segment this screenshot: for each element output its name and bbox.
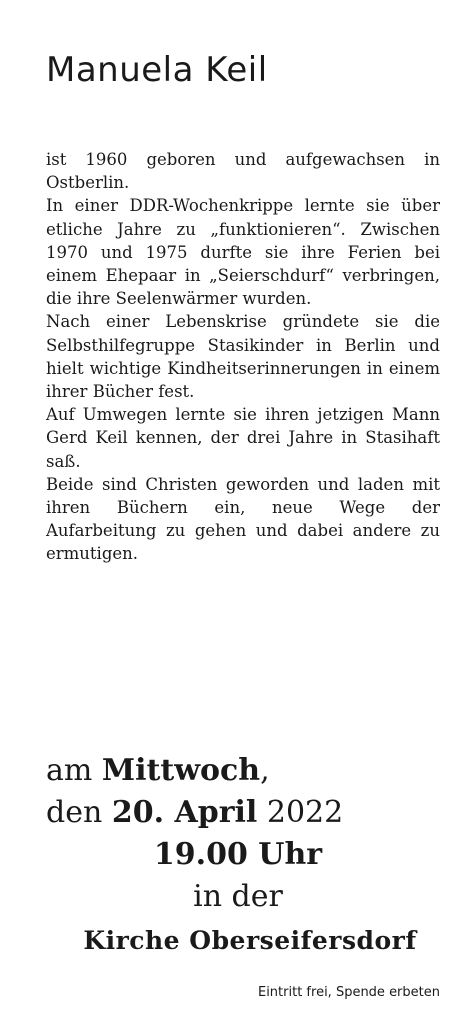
event-in-der: in der	[193, 879, 283, 914]
event-year: 2022	[257, 795, 344, 830]
weekday-comma: ,	[260, 753, 270, 788]
am-text: am	[46, 753, 102, 788]
speaker-biography	[46, 148, 440, 566]
bio-paragraph: Nach einer Lebenskrise gründete sie die Selbsthilfegruppe Stasikinder in Berlin und hielt wichtige Kindheitserinnerungen in einem ihrer Bücher fest.	[46, 312, 440, 402]
event-time: 19.00 Uhr	[153, 837, 323, 872]
bio-paragraph: Beide sind Christen geworden und laden mit ihren Büchern ein, neue Wege der Aufarbeitung zu gehen und dabei andere zu ermutigen.	[46, 474, 440, 564]
bio-paragraph: In einer DDR-Wochenkrippe lernte sie über etliche Jahre zu „funktionieren“. Zwischen 1970 und 1975 durfte sie ihre Ferien bei einem Ehepaar in „Seierschdurf“ verbringen, die ihre Seelenwärmer wurden.	[46, 196, 440, 309]
admission-note: Eintritt frei, Spende erbeten	[257, 985, 440, 1000]
event-weekday: Mittwoch	[101, 753, 261, 788]
bio-paragraph: ist 1960 geboren und aufgewachsen in Ostberlin.	[46, 150, 440, 193]
speaker-name: Manuela Keil	[46, 50, 268, 90]
bio-paragraph: Auf Umwegen lernte sie ihren jetzigen Mann Gerd Keil kennen, der drei Jahre in Stasihaft saß.	[46, 405, 440, 471]
event-weekday-line	[46, 752, 270, 790]
event-date-line	[46, 794, 343, 832]
event-date: 20. April	[111, 795, 258, 830]
den-text: den	[46, 795, 112, 830]
event-location: Kirche Oberseifersdorf	[83, 926, 417, 955]
